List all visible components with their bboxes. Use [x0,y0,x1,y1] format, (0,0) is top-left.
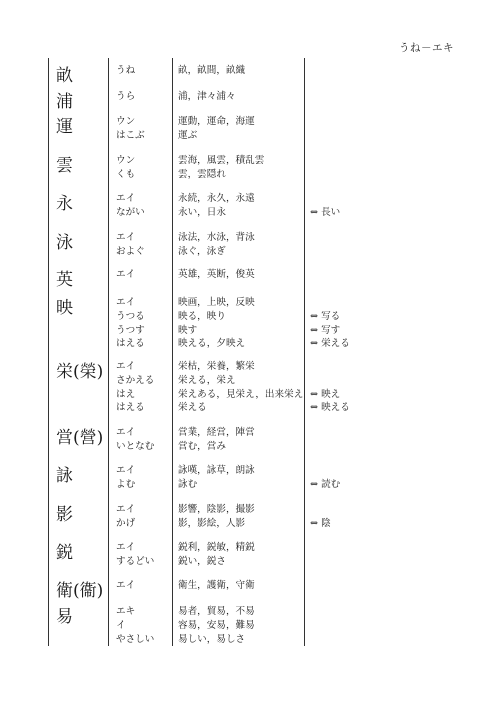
links-column [310,464,340,492]
column-divider-examples [304,58,305,646]
readings-column [116,115,145,143]
readings-column [116,541,154,569]
example-line: 栄える [178,402,207,414]
related-kanji-line: ⇔ 長い [310,206,341,218]
example-line: 衛生，護衛，守衛 [178,580,255,591]
readings-column [116,231,145,259]
examples-column [178,503,255,531]
table-border-left [48,58,49,646]
reading-line: エイ [116,427,136,438]
example-line: 運動，運命，海運 [178,116,255,127]
reading-line: エイ [116,193,136,204]
kanji-character: 影 [56,505,73,525]
column-divider-kanji [108,58,109,646]
readings-column [116,64,135,78]
reading-line: ウン [116,155,136,166]
example-line: 運ぶ [178,129,198,141]
reading-line: エイ [116,361,136,372]
page-header: うね－エキ [399,42,454,54]
related-kanji-line [310,464,340,478]
reading-line: イ [116,619,126,631]
example-line: 栄えある，見栄え，出来栄え [178,388,304,400]
related-kanji-line [310,296,350,310]
example-line: 雲，雲隠れ [178,168,226,180]
column-divider-readings [172,58,173,646]
examples-column [178,579,255,593]
example-line: 英雄，英断，俊英 [178,269,255,280]
reading-line: ウン [116,116,136,127]
reading-line: はえる [116,338,145,350]
kanji-character: 映 [56,298,73,318]
related-kanji-line: ⇔ 映える [310,402,350,414]
kanji-character: 浦 [56,92,73,112]
example-line: 易者，貿易，不易 [178,606,255,617]
reading-line: エイ [116,580,136,591]
related-kanji-line: ⇔ 写す [310,324,341,336]
related-kanji-line: ⇔ 栄える [310,338,350,350]
reading-line: うね [116,65,136,76]
readings-column [116,90,135,104]
kanji-character: 易 [56,607,73,627]
examples-column [178,231,255,259]
kanji-character: 衛(衞) [56,581,104,601]
examples-column [178,115,255,143]
readings-column [116,426,154,454]
example-line: 永続，永久，永遠 [178,193,255,204]
example-line: 鋭利，鋭敏，精鋭 [178,542,255,553]
example-line: 浦，津々浦々 [178,91,236,102]
readings-column [116,268,135,282]
example-line: 栄枯，栄養，繁栄 [178,361,255,372]
readings-column [116,154,135,182]
examples-column [178,541,255,569]
example-line: 映える，夕映え [178,338,246,350]
reading-line: エイ [116,542,136,553]
reading-line: エイ [116,465,136,476]
kanji-character: 詠 [56,466,73,486]
examples-column [178,192,255,220]
example-line: 映画，上映，反映 [178,297,255,308]
kanji-character: 営(營) [56,428,104,448]
reading-line: うら [116,91,136,102]
kanji-character: 永 [56,194,73,214]
examples-column [178,426,255,454]
links-column [310,360,350,415]
kanji-character: 雲 [56,156,73,176]
reading-line: はこぶ [116,129,145,141]
kanji-character: 栄(榮) [56,362,104,382]
kanji-character: 英 [56,270,73,290]
reading-line: ながい [116,206,145,218]
examples-column [178,64,245,78]
example-line: 詠嘆，詠草，朗詠 [178,465,255,476]
example-line: 泳法，水泳，背泳 [178,232,255,243]
kanji-character: 畝 [56,66,73,86]
reading-line: くも [116,168,136,180]
links-column [310,296,350,351]
readings-column [116,360,154,415]
related-kanji-line [310,374,350,388]
example-line: 影，影絵，人影 [178,517,246,529]
readings-column [116,192,145,220]
kanji-character: 泳 [56,233,73,253]
example-line: 影響，陰影，撮影 [178,504,255,515]
example-line: 容易，安易，難易 [178,619,255,631]
examples-column [178,90,236,104]
reading-line: エイ [116,504,136,515]
related-kanji-line: ⇔ 読む [310,478,341,490]
reading-line: エイ [116,297,136,308]
related-kanji-line [310,503,331,517]
examples-column [178,296,255,351]
example-line: 永い，日永 [178,206,226,218]
links-column [310,503,331,531]
related-kanji-line [310,360,350,374]
reading-line: およぐ [116,245,145,257]
kanji-character: 運 [56,117,73,137]
readings-column [116,503,135,531]
examples-column [178,268,255,282]
reading-line: はえ [116,388,136,400]
links-column [310,192,340,220]
reading-line: うつす [116,324,145,336]
reading-line: エキ [116,606,136,617]
example-line: 詠む [178,478,198,490]
example-line: 鋭い，鋭さ [178,555,226,567]
related-kanji-line [310,192,340,206]
reading-line: いとなむ [116,440,155,452]
example-line: 畝，畝間，畝織 [178,65,246,76]
example-line: 営む，営み [178,440,226,452]
example-line: 栄える，栄え [178,374,236,386]
reading-line: はえる [116,402,145,414]
readings-column [116,605,154,646]
examples-column [178,360,303,415]
example-line: 映る，映り [178,310,226,322]
related-kanji-line: ⇔ 陰 [310,517,331,529]
example-line: 雲海，風雲，積乱雲 [178,155,265,166]
reading-line: やさしい [116,633,155,645]
reading-line: さかえる [116,374,155,386]
reading-line: エイ [116,232,136,243]
readings-column [116,464,135,492]
example-line: 映す [178,324,198,336]
reading-line: するどい [116,555,155,567]
examples-column [178,605,255,646]
examples-column [178,154,264,182]
reading-line: うつる [116,310,145,322]
related-kanji-line: ⇔ 映え [310,388,341,400]
reading-line: かげ [116,517,136,529]
reading-line: エイ [116,269,136,280]
related-kanji-line: ⇔ 写る [310,310,341,322]
readings-column [116,296,145,351]
example-line: 易しい，易しさ [178,633,246,645]
readings-column [116,579,135,593]
reading-line: よむ [116,478,136,490]
example-line: 営業，経営，陣営 [178,427,255,438]
example-line: 泳ぐ，泳ぎ [178,245,226,257]
kanji-character: 鋭 [56,543,73,563]
examples-column [178,464,255,492]
